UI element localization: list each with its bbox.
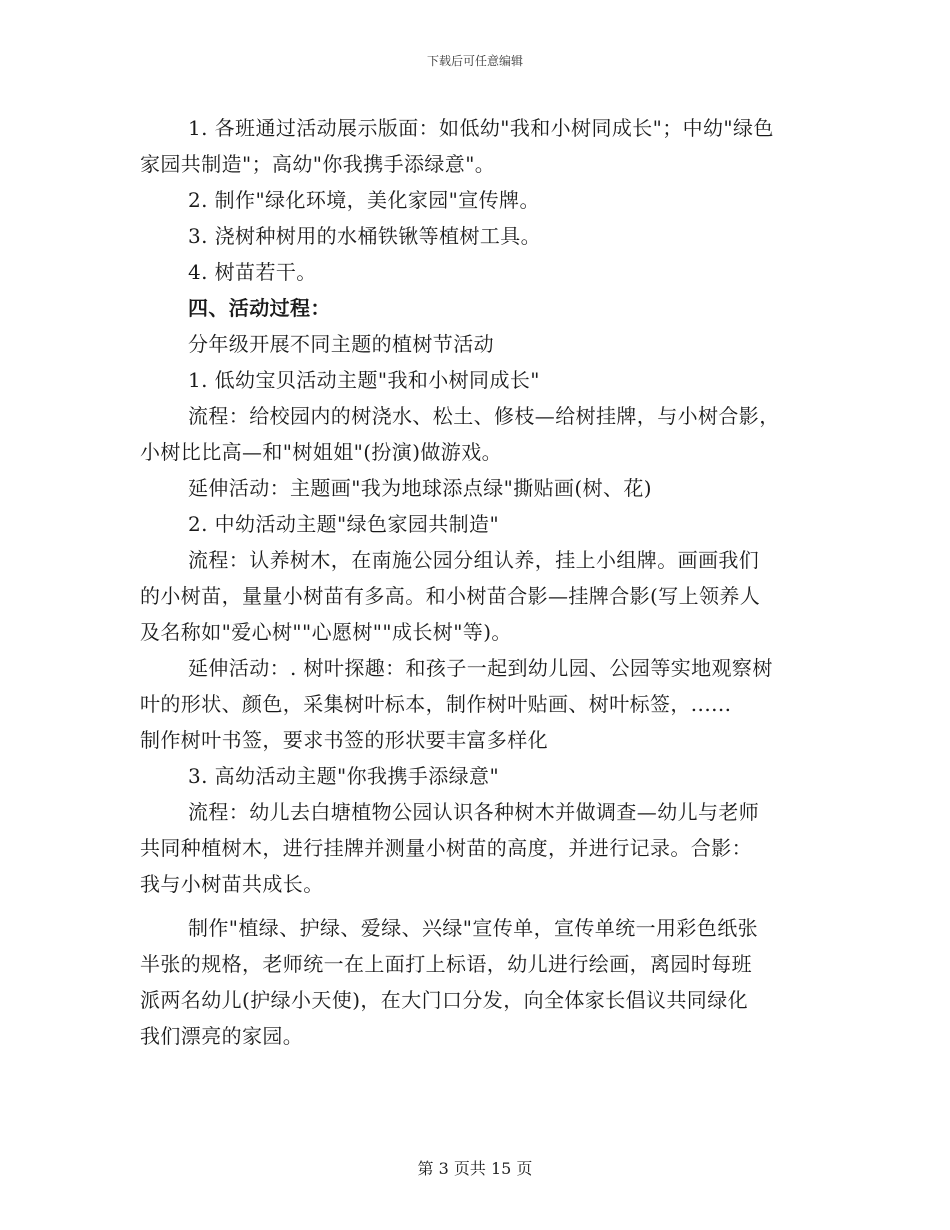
materials-item-1-line-2: 家园共制造"；高幼"你我携手添绿意"。 (140, 152, 496, 176)
middle-flow-line-3: 及名称如"爱心树""心愿树""成长树"等)。 (140, 620, 512, 644)
materials-item-4: 4. 树苗若干。 (188, 260, 317, 284)
leaflet-line-2: 半张的规格，老师统一在上面打上标语，幼儿进行绘画，离园时每班 (140, 952, 752, 976)
section-heading-process: 四、活动过程： (188, 296, 331, 320)
senior-theme-title: 3. 高幼活动主题"你我携手添绿意" (188, 764, 500, 788)
materials-item-3: 3. 浇树种树用的水桶铁锹等植树工具。 (188, 224, 542, 248)
junior-flow-line-2: 小树比比高—和"树姐姐"(扮演)做游戏。 (140, 440, 503, 464)
materials-item-2: 2. 制作"绿化环境，美化家园"宣传牌。 (188, 188, 540, 212)
senior-flow-line-3: 我与小树苗共成长。 (140, 872, 324, 896)
senior-flow-line-2: 共同种植树木，进行挂牌并测量小树苗的高度，并进行记录。合影： (140, 836, 752, 860)
middle-extension-line-2: 叶的形状、颜色，采集树叶标本，制作树叶贴画、树叶标签，...... (140, 692, 732, 716)
leaflet-line-4: 我们漂亮的家园。 (140, 1024, 304, 1048)
middle-extension-line-3: 制作树叶书签，要求书签的形状要丰富多样化 (140, 728, 548, 752)
materials-item-1-line-1: 1. 各班通过活动展示版面：如低幼"我和小树同成长"；中幼"绿色 (188, 116, 774, 140)
middle-theme-title: 2. 中幼活动主题"绿色家园共制造" (188, 512, 500, 536)
middle-flow-line-2: 的小树苗，量量小树苗有多高。和小树苗合影—挂牌合影(写上领养人 (140, 584, 761, 608)
document-body (140, 110, 810, 1054)
junior-extension: 延伸活动：主题画"我为地球添点绿"撕贴画(树、花) (188, 476, 653, 500)
middle-extension-line-1: 延伸活动：. 树叶探趣：和孩子一起到幼儿园、公园等实地观察树 (188, 656, 773, 680)
leaflet-line-3: 派两名幼儿(护绿小天使)，在大门口分发，向全体家长倡议共同绿化 (140, 988, 749, 1012)
page-number-footer: 第 3 页共 15 页 (417, 1159, 533, 1178)
junior-flow-line-1: 流程：给校园内的树浇水、松土、修枝—给树挂牌，与小树合影， (188, 404, 780, 428)
senior-flow-line-1: 流程：幼儿去白塘植物公园认识各种树木并做调查—幼儿与老师 (188, 800, 760, 824)
middle-flow-line-1: 流程：认养树木，在南施公园分组认养，挂上小组牌。画画我们 (188, 548, 760, 572)
page-header: 下载后可任意编辑 (426, 54, 523, 68)
leaflet-line-1: 制作"植绿、护绿、爱绿、兴绿"宣传单，宣传单统一用彩色纸张 (188, 916, 758, 940)
paragraph-gap (140, 902, 810, 910)
process-intro: 分年级开展不同主题的植树节活动 (188, 332, 494, 356)
junior-theme-title: 1. 低幼宝贝活动主题"我和小树同成长" (188, 368, 540, 392)
